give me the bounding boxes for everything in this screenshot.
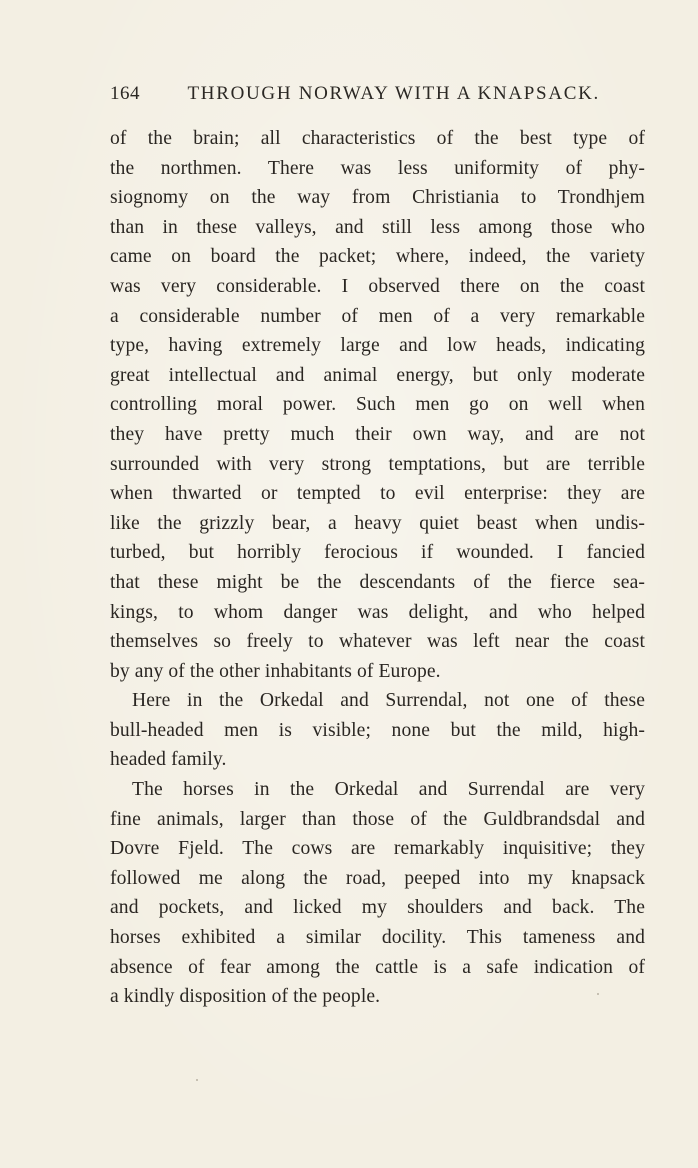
- text-line: than in these valleys, and still less among those who: [110, 216, 645, 238]
- paper-speck: [196, 1079, 198, 1081]
- text-line: fine animals, larger than those of the Guldbrandsdal and: [110, 808, 645, 830]
- text-line: a kindly disposition of the people.: [110, 986, 381, 1008]
- text-line: great intellectual and animal energy, but only moderate: [110, 364, 645, 386]
- text-line: Here in the Orkedal and Surrendal, not one of these: [132, 690, 645, 712]
- text-line: kings, to whom danger was delight, and who helped: [110, 601, 645, 623]
- running-head: [110, 83, 600, 107]
- text-line: The horses in the Orkedal and Surrendal are very: [132, 779, 645, 801]
- text-line: like the grizzly bear, a heavy quiet beast when undis-: [110, 512, 645, 534]
- text-line: type, having extremely large and low heads, indicating: [110, 335, 645, 357]
- text-line: turbed, but horribly ferocious if wounded. I fancied: [110, 542, 645, 564]
- text-line: siognomy on the way from Christiania to Trondhjem: [110, 187, 645, 209]
- paper-speck: [597, 993, 599, 995]
- text-line: absence of fear among the cattle is a safe indication of: [110, 956, 645, 978]
- text-line: and pockets, and licked my shoulders and back. The: [110, 897, 645, 919]
- text-line: was very considerable. I observed there on the coast: [110, 275, 645, 297]
- text-line: surrounded with very strong temptations, but are terrible: [110, 453, 645, 475]
- page-number: 164: [110, 83, 140, 104]
- text-line: came on board the packet; where, indeed, the variety: [110, 246, 645, 268]
- text-line: by any of the other inhabitants of Europe.: [110, 660, 441, 682]
- text-line: headed family.: [110, 749, 227, 771]
- text-line: that these might be the descendants of the fierce sea-: [110, 571, 645, 593]
- text-line: bull-headed men is visible; none but the mild, high-: [110, 719, 645, 741]
- text-line: themselves so freely to whatever was left near the coast: [110, 631, 645, 653]
- text-line: they have pretty much their own way, and are not: [110, 423, 645, 445]
- text-line: Dovre Fjeld. The cows are remarkably inquisitive; they: [110, 838, 645, 860]
- text-line: when thwarted or tempted to evil enterprise: they are: [110, 483, 645, 505]
- text-line: a considerable number of men of a very remarkable: [110, 305, 645, 327]
- text-line: controlling moral power. Such men go on well when: [110, 394, 645, 416]
- running-title: THROUGH NORWAY WITH A KNAPSACK.: [187, 83, 600, 104]
- text-line: horses exhibited a similar docility. This tameness and: [110, 927, 645, 949]
- text-line: the northmen. There was less uniformity of phy-: [110, 157, 645, 179]
- text-line: followed me along the road, peeped into my knapsack: [110, 867, 645, 889]
- text-line: of the brain; all characteristics of the best type of: [110, 128, 645, 149]
- body-text: [110, 124, 645, 1012]
